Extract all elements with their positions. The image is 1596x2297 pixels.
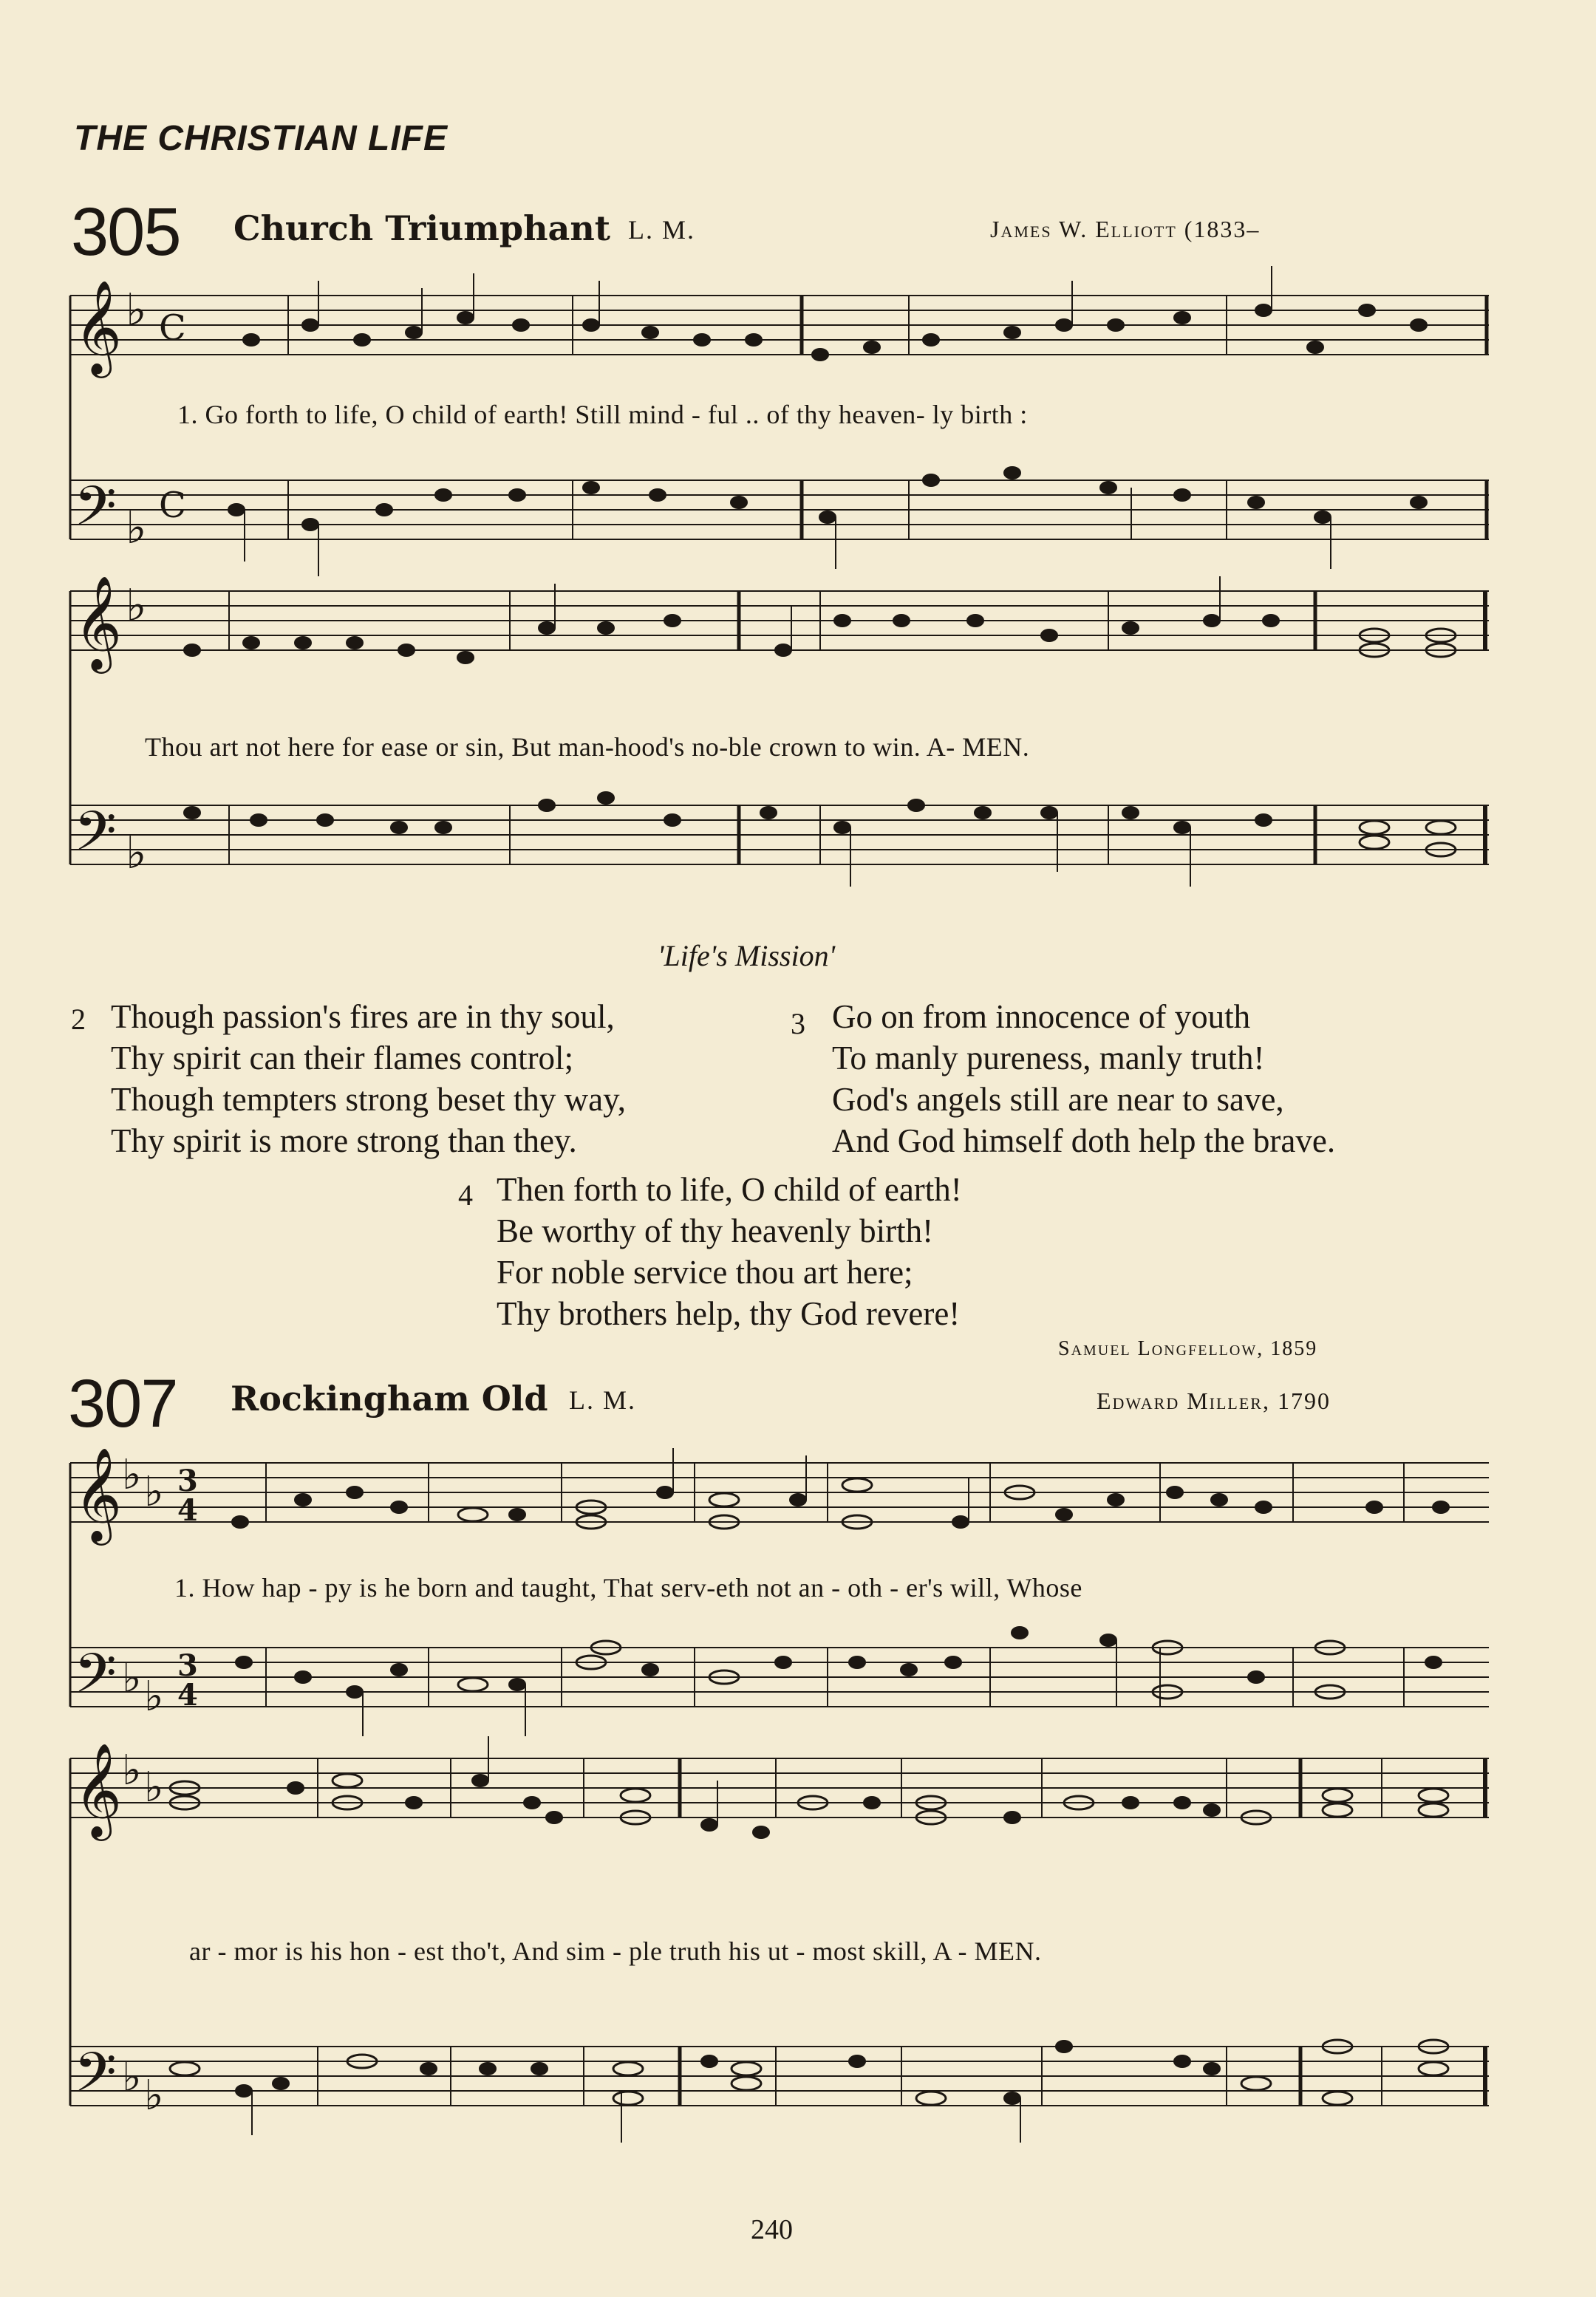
section-title: THE CHRISTIAN LIFE (74, 119, 448, 158)
tune-name: Rockingham Old (231, 1379, 548, 1419)
lyric-line: 1. Go forth to life, O child of earth! Still mind - ful .. of thy heaven- ly birth : (177, 400, 1028, 429)
music-system-305-1 (0, 281, 1596, 591)
meter: L. M. (569, 1385, 636, 1415)
svg-text:4: 4 (177, 1493, 198, 1528)
verse-line: Be worthy of thy heavenly birth! (497, 1212, 934, 1249)
lyric-line: 1. How hap - py is he born and taught, That serv-eth not an - oth - er's will, Whose (174, 1573, 1082, 1603)
hymn-number: 307 (68, 1366, 177, 1441)
svg-text:♭: ♭ (144, 2072, 164, 2120)
verse-line: Though tempters strong beset thy way, (111, 1081, 626, 1118)
svg-text:𝄢: 𝄢 (74, 799, 117, 877)
verse-line: Thy spirit is more strong than they. (111, 1122, 577, 1159)
lyric-line: Thou art not here for ease or sin, But man-hood's no-ble crown to win. A- MEN. (145, 732, 1030, 762)
svg-text:♭: ♭ (144, 1673, 164, 1721)
svg-text:♭: ♭ (122, 1747, 142, 1795)
svg-text:C: C (159, 485, 186, 526)
svg-text:♭: ♭ (126, 827, 147, 879)
svg-text:𝄢: 𝄢 (74, 474, 117, 552)
verse-number: 4 (458, 1178, 473, 1212)
hymn-subtitle: 'Life's Mission' (658, 939, 836, 972)
svg-text:♭: ♭ (122, 1654, 142, 1702)
svg-text:𝄞: 𝄞 (74, 1742, 123, 1837)
svg-text:♭: ♭ (126, 580, 147, 632)
hymn-author: Samuel Longfellow, 1859 (1058, 1337, 1318, 1360)
svg-text:♭: ♭ (144, 1468, 164, 1516)
composer: James W. Elliott (1833– (990, 216, 1261, 242)
verse-line: Thy brothers help, thy God revere! (497, 1295, 961, 1332)
verse-4 (497, 1169, 962, 1334)
verse-line: Though passion's fires are in thy soul, (111, 998, 615, 1035)
verse-line: To manly pureness, manly truth! (832, 1040, 1265, 1076)
composer: Edward Miller, 1790 (1097, 1388, 1331, 1414)
svg-text:♭: ♭ (122, 2053, 142, 2101)
svg-text:𝄞: 𝄞 (74, 575, 123, 669)
svg-text:4: 4 (177, 1678, 198, 1713)
page-number: 240 (751, 2214, 793, 2245)
verse-number: 3 (791, 1007, 805, 1040)
svg-text:♭: ♭ (144, 1764, 164, 1812)
verse-number: 2 (71, 1003, 86, 1036)
hymn-number: 305 (71, 194, 180, 270)
verse-line: Then forth to life, O child of earth! (497, 1171, 962, 1208)
svg-text:♭: ♭ (126, 284, 147, 336)
music-system-307-1 (0, 1448, 1596, 1758)
svg-text:𝄞: 𝄞 (74, 279, 123, 374)
verse-2 (111, 996, 626, 1161)
meter: L. M. (628, 215, 695, 245)
svg-text:𝄞: 𝄞 (74, 1447, 123, 1541)
svg-text:C: C (159, 307, 186, 349)
svg-text:3: 3 (177, 1464, 198, 1498)
svg-text:𝄢: 𝄢 (74, 1642, 117, 1719)
svg-text:𝄢: 𝄢 (74, 2041, 117, 2118)
verse-line: Go on from innocence of youth (832, 998, 1251, 1035)
svg-text:♭: ♭ (126, 502, 147, 554)
verse-3 (832, 996, 1335, 1161)
verse-line: God's angels still are near to save, (832, 1081, 1284, 1118)
svg-text:♭: ♭ (122, 1451, 142, 1499)
verse-line: Thy spirit can their flames control; (111, 1040, 574, 1076)
lyric-line: ar - mor is his hon - est tho't, And sim - ple truth his ut - most skill, A - MEN. (189, 1936, 1042, 1966)
tune-name: Church Triumphant (233, 208, 611, 248)
svg-text:3: 3 (177, 1648, 198, 1683)
verse-line: For noble service thou art here; (497, 1254, 913, 1291)
verse-line: And God himself doth help the brave. (832, 1122, 1336, 1159)
